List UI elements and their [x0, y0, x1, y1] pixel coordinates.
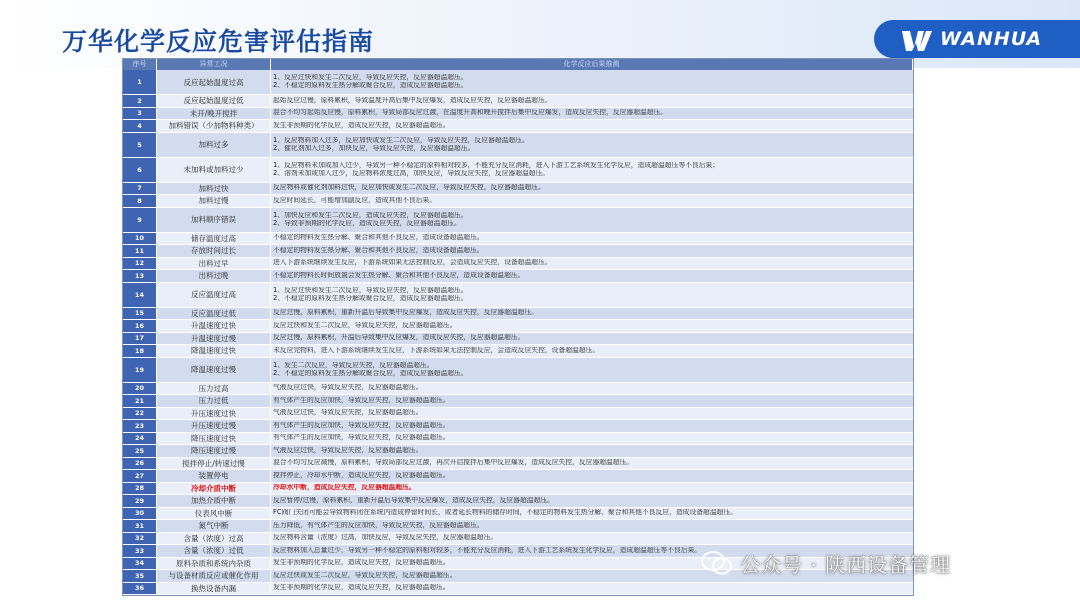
- row-number: 2: [123, 95, 157, 107]
- wechat-icon: [700, 549, 734, 577]
- row-number: 23: [123, 420, 157, 432]
- consequence-line: 1、反应过快和发生二次反应，导致反应失控，反应器超温超压。: [273, 286, 468, 294]
- row-consequence: [271, 183, 913, 195]
- consequence-line: 不稳定的物料发生热分解、聚合和其他不良反应，造成设备超温超压。: [273, 246, 484, 254]
- row-consequence: [271, 420, 913, 432]
- row-condition: 冷却介质中断: [157, 483, 271, 495]
- row-number: 16: [123, 320, 157, 332]
- row-number: 12: [123, 258, 157, 270]
- consequence-line: 2、不稳定的原料发生热分解或聚合反应，造成反应器超温超压。: [273, 369, 468, 377]
- consequence-line: 发生非预期的化学反应，造成反应失控，反应器超温超压。: [273, 584, 450, 592]
- consequence-line: 不稳定的物料长时间放置会发生热分解、聚合和其他不良反应，造成设备超温超压。: [273, 271, 525, 279]
- table-row: [123, 358, 913, 383]
- table-row: [123, 470, 913, 483]
- table-row: [123, 195, 913, 208]
- consequence-line: 冷却水中断，造成反应失控，反应器超温超压。: [273, 484, 416, 492]
- consequence-line: 压力降低，有气体产生的反应加快，导致反应失控，反应器超温超压。: [273, 521, 484, 529]
- table-row: [123, 120, 913, 133]
- table-row: [123, 108, 913, 121]
- row-consequence: [271, 308, 913, 320]
- row-number: 17: [123, 333, 157, 345]
- table-row: [123, 320, 913, 333]
- row-consequence: [271, 233, 913, 245]
- row-consequence: [271, 458, 913, 470]
- watermark: [700, 548, 951, 578]
- row-number: 25: [123, 445, 157, 457]
- row-number: 28: [123, 483, 157, 495]
- row-consequence: [271, 133, 913, 157]
- row-number: 14: [123, 283, 157, 307]
- row-condition: 含量（浓度）过低: [157, 545, 271, 557]
- col-header-consequence: 化学反应后果推测: [271, 59, 913, 70]
- row-number: 18: [123, 345, 157, 357]
- row-consequence: [271, 158, 913, 182]
- consequence-line: 反应物料含量（浓度）过高，加快反应，导致反应失控，反应器超温超压。: [273, 534, 498, 542]
- row-condition: 升压速度过快: [157, 408, 271, 420]
- table-row: [123, 333, 913, 346]
- page-title: 万华化学反应危害评估指南: [62, 27, 375, 56]
- consequence-line: 混合不均匀起始反应慢，原料累积，导致局部反应过激，在温度升高和晚开搅拌后集中反应爆发，造成反应失控，反应器超温超压。: [273, 109, 668, 117]
- row-number: 26: [123, 458, 157, 470]
- row-number: 13: [123, 270, 157, 282]
- table-row: [123, 308, 913, 321]
- table-row: [123, 70, 913, 95]
- row-number: 30: [123, 508, 157, 520]
- row-consequence: [271, 520, 913, 532]
- row-consequence: [271, 483, 913, 495]
- consequence-line: 2、导致非预期的化学反应，造成反应失控，反应器超温超压。: [273, 219, 461, 227]
- row-consequence: [271, 120, 913, 132]
- row-condition: 加料错误（少加物料种类）: [157, 120, 271, 132]
- consequence-line: FC阀门关闭可能会导致物料闭在系统内造成停留时间长，或者延长物料的储存时间，不稳定的物料发生热分解、聚合和其他不良反应，造成设备超温超压。: [273, 509, 738, 517]
- consequence-line: 2、不稳定的原料发生热分解或聚合反应，造成反应器超温超压。: [273, 82, 468, 89]
- consequence-line: 混合不均匀反应减慢，原料累积，导致局部反应过激，再次开启搅拌后集中反应爆发，造成反应失控，反应器超温超压。: [273, 459, 634, 467]
- consequence-line: 反应物料加入总量过少，导致另一种不稳定的原料相对较多，不能充分反应消耗，进入下游工艺系统发生化学反应，造成超温超压等不良后果。: [273, 546, 702, 554]
- row-consequence: [271, 470, 913, 482]
- row-number: 1: [123, 70, 157, 94]
- consequence-line: 未反应完物料，进入下游系统继续发生反应，下游系统如果无法控制反应，会造成反应失控，设备超温超压。: [273, 346, 600, 354]
- row-consequence: [271, 345, 913, 357]
- consequence-line: 不稳定的物料发生热分解、聚合和其他不良反应，造成设备超温超压。: [273, 234, 484, 242]
- table-row: [123, 483, 913, 496]
- row-condition: 降压速度过快: [157, 433, 271, 445]
- row-number: 15: [123, 308, 157, 320]
- row-number: 6: [123, 158, 157, 182]
- row-condition: 降温速度过快: [157, 345, 271, 357]
- row-condition: 加料过慢: [157, 195, 271, 207]
- table-row: [123, 133, 913, 158]
- table-row: [123, 245, 913, 258]
- row-condition: 装置停电: [157, 470, 271, 482]
- table-row: [123, 408, 913, 421]
- table-row: [123, 270, 913, 283]
- row-condition: 加料过快: [157, 183, 271, 195]
- table-row: [123, 158, 913, 183]
- row-condition: 仪表风中断: [157, 508, 271, 520]
- consequence-line: 气液反应过快，导致反应失控，反应器超温超压。: [273, 384, 423, 392]
- row-number: 36: [123, 583, 157, 595]
- row-consequence: [271, 358, 913, 382]
- row-number: 19: [123, 358, 157, 382]
- row-consequence: [271, 533, 913, 545]
- row-consequence: [271, 270, 913, 282]
- row-number: 7: [123, 183, 157, 195]
- table-row: [123, 458, 913, 471]
- row-condition: 加料顺序错误: [157, 208, 271, 232]
- row-number: 31: [123, 520, 157, 532]
- row-number: 32: [123, 533, 157, 545]
- watermark-text: 公众号 · 陕西设备管理: [740, 552, 952, 577]
- row-consequence: [271, 108, 913, 120]
- consequence-line: 1、反应物料加入过多，反应加快或发生二次反应，导致反应失控，反应器超温超压。: [273, 136, 529, 144]
- table-row: [123, 495, 913, 508]
- row-number: 3: [123, 108, 157, 120]
- row-consequence: [271, 333, 913, 345]
- row-number: 21: [123, 395, 157, 407]
- wanhua-logo: [874, 20, 1080, 58]
- consequence-line: 有气体产生的反应加快，导致反应失控，反应器超温超压。: [273, 421, 450, 429]
- table-body: [123, 70, 913, 595]
- table-row: [123, 395, 913, 408]
- table-row: [123, 283, 913, 308]
- consequence-line: 反应暂停/过慢，原料累积，重新升温后导致集中反应爆发，造成反应失控，反应器超温超压。: [273, 496, 554, 504]
- row-consequence: [271, 408, 913, 420]
- table-row: [123, 383, 913, 396]
- row-number: 27: [123, 470, 157, 482]
- table-row: [123, 345, 913, 358]
- row-condition: 搅拌停止/转速过慢: [157, 458, 271, 470]
- table-row: [123, 533, 913, 546]
- consequence-line: 1、发生二次反应，导致反应失控，反应器超温超压。: [273, 361, 434, 369]
- row-number: 10: [123, 233, 157, 245]
- row-condition: 降温速度过慢: [157, 358, 271, 382]
- table-row: [123, 433, 913, 446]
- row-condition: 升温速度过快: [157, 320, 271, 332]
- table-row: [123, 95, 913, 108]
- table-row: [123, 208, 913, 233]
- row-consequence: [271, 495, 913, 507]
- consequence-line: 进入下游系统继续发生反应，下游系统如果无法控制反应，会造成反应失控，设备超温超压。: [273, 259, 552, 267]
- row-condition: 未加料或加料过少: [157, 158, 271, 182]
- row-condition: 换热设备内漏: [157, 583, 271, 595]
- consequence-line: 气液反应过快，导致反应失控，反应器超温超压。: [273, 409, 423, 417]
- consequence-line: 发生非预期的化学反应，造成反应失控，反应器超温超压。: [273, 121, 450, 129]
- row-condition: 反应温度过高: [157, 283, 271, 307]
- row-number: 5: [123, 133, 157, 157]
- table-row: [123, 583, 913, 596]
- row-condition: 升温速度过慢: [157, 333, 271, 345]
- consequence-line: 有气体产生的反应加快，导致反应失控，反应器超温超压。: [273, 396, 450, 404]
- row-consequence: [271, 445, 913, 457]
- row-consequence: [271, 95, 913, 107]
- consequence-line: 反应过慢，原料累积，升温后导致集中反应爆发，造成反应失控，反应器超温超压。: [273, 334, 525, 342]
- row-condition: 氮气中断: [157, 520, 271, 532]
- consequence-line: 1、加快反应和发生二次反应，造成反应失控，反应器超温超压。: [273, 211, 468, 219]
- row-condition: 出料过早: [157, 258, 271, 270]
- row-condition: 升压速度过慢: [157, 420, 271, 432]
- consequence-line: 1、反应物料未加或加入过少，导致另一种不稳定的原料相对较多，不能充分反应消耗，进入下游工艺系统发生化学反应，造成超温超压等不良后果；: [273, 161, 720, 169]
- row-number: 9: [123, 208, 157, 232]
- consequence-line: 气液反应过快，导致反应失控，反应器超温超压。: [273, 446, 423, 454]
- row-consequence: [271, 258, 913, 270]
- row-consequence: [271, 245, 913, 257]
- row-condition: 含量（浓度）过高: [157, 533, 271, 545]
- row-condition: 降压速度过慢: [157, 445, 271, 457]
- consequence-line: 起始反应过慢，原料累积，导致温度升高后集中反应爆发，造成反应失控，反应器超温超压。: [273, 96, 552, 104]
- row-condition: 反应起始温度过高: [157, 70, 271, 94]
- row-number: 34: [123, 558, 157, 570]
- row-condition: 原料杂质和系统内杂质: [157, 558, 271, 570]
- row-number: 35: [123, 570, 157, 582]
- row-consequence: [271, 395, 913, 407]
- row-number: 20: [123, 383, 157, 395]
- row-number: 24: [123, 433, 157, 445]
- consequence-line: 发生非预期的化学反应，造成反应失控，反应器超温超压。: [273, 559, 450, 567]
- consequence-line: 反应过慢，原料累积，重新升温后导致集中反应爆发，造成反应失控，反应器超温超压。: [273, 309, 539, 317]
- table-row: [123, 233, 913, 246]
- row-consequence: [271, 383, 913, 395]
- row-number: 22: [123, 408, 157, 420]
- wanhua-logo-icon: [900, 25, 934, 53]
- col-header-num: 序号: [123, 59, 157, 70]
- table-row: [123, 258, 913, 271]
- table-row: [123, 183, 913, 196]
- consequence-line: 2、催化剂加入过多，加快反应，导致反应失控，反应器超温超压。: [273, 144, 475, 152]
- consequence-line: 反应过快和发生二次反应，导致反应失控，反应器超温超压。: [273, 321, 457, 329]
- row-condition: 压力过高: [157, 383, 271, 395]
- hazard-table: [122, 58, 914, 596]
- row-condition: 反应起始温度过低: [157, 95, 271, 107]
- row-condition: 出料过晚: [157, 270, 271, 282]
- consequence-line: 反应过快或发生二次反应，导致反应失控，反应器超温超压。: [273, 571, 457, 579]
- consequence-line: 有气体产生的反应加快，导致反应失控，反应器超温超压。: [273, 434, 450, 442]
- table-row: [123, 520, 913, 533]
- consequence-line: 2、不稳定的原料发生热分解或聚合反应，造成反应器超温超压。: [273, 294, 468, 302]
- row-consequence: [271, 70, 913, 94]
- row-number: 4: [123, 120, 157, 132]
- row-number: 8: [123, 195, 157, 207]
- table-row: [123, 508, 913, 521]
- col-header-condition: 异常工况: [157, 59, 271, 70]
- row-consequence: [271, 283, 913, 307]
- row-condition: 与设备材质反应或催化作用: [157, 570, 271, 582]
- logo-wordmark: WANHUA: [940, 28, 1043, 50]
- row-consequence: [271, 195, 913, 207]
- row-number: 11: [123, 245, 157, 257]
- row-consequence: [271, 320, 913, 332]
- consequence-line: 1、反应过快和发生二次反应，导致反应失控，反应器超温超压。: [273, 74, 468, 82]
- row-condition: 存放时间过长: [157, 245, 271, 257]
- row-condition: 未开/晚开搅拌: [157, 108, 271, 120]
- row-consequence: [271, 208, 913, 232]
- row-condition: 加热介质中断: [157, 495, 271, 507]
- row-condition: 加料过多: [157, 133, 271, 157]
- table-row: [123, 420, 913, 433]
- row-number: 29: [123, 495, 157, 507]
- table-row: [123, 445, 913, 458]
- row-consequence: [271, 433, 913, 445]
- row-condition: 储存温度过高: [157, 233, 271, 245]
- row-condition: 压力过低: [157, 395, 271, 407]
- table-header: [123, 59, 913, 70]
- row-consequence: [271, 583, 913, 595]
- row-number: 33: [123, 545, 157, 557]
- consequence-line: 搅拌停止，冷却水中断，造成反应失控，反应器超温超压。: [273, 471, 450, 479]
- consequence-line: 反应时间延长，可能增加副反应，造成其他不良后果。: [273, 196, 437, 204]
- row-consequence: [271, 508, 913, 520]
- consequence-line: 2、溶剂未加或加入过少，反应物料浓度过高，加快反应，导致反应失控，反应器超温超压。: [273, 169, 550, 177]
- row-condition: 反应温度过低: [157, 308, 271, 320]
- consequence-line: 反应物料或催化剂加料过快，反应加快或发生二次反应，导致反应失控，反应器超温超压。: [273, 184, 545, 192]
